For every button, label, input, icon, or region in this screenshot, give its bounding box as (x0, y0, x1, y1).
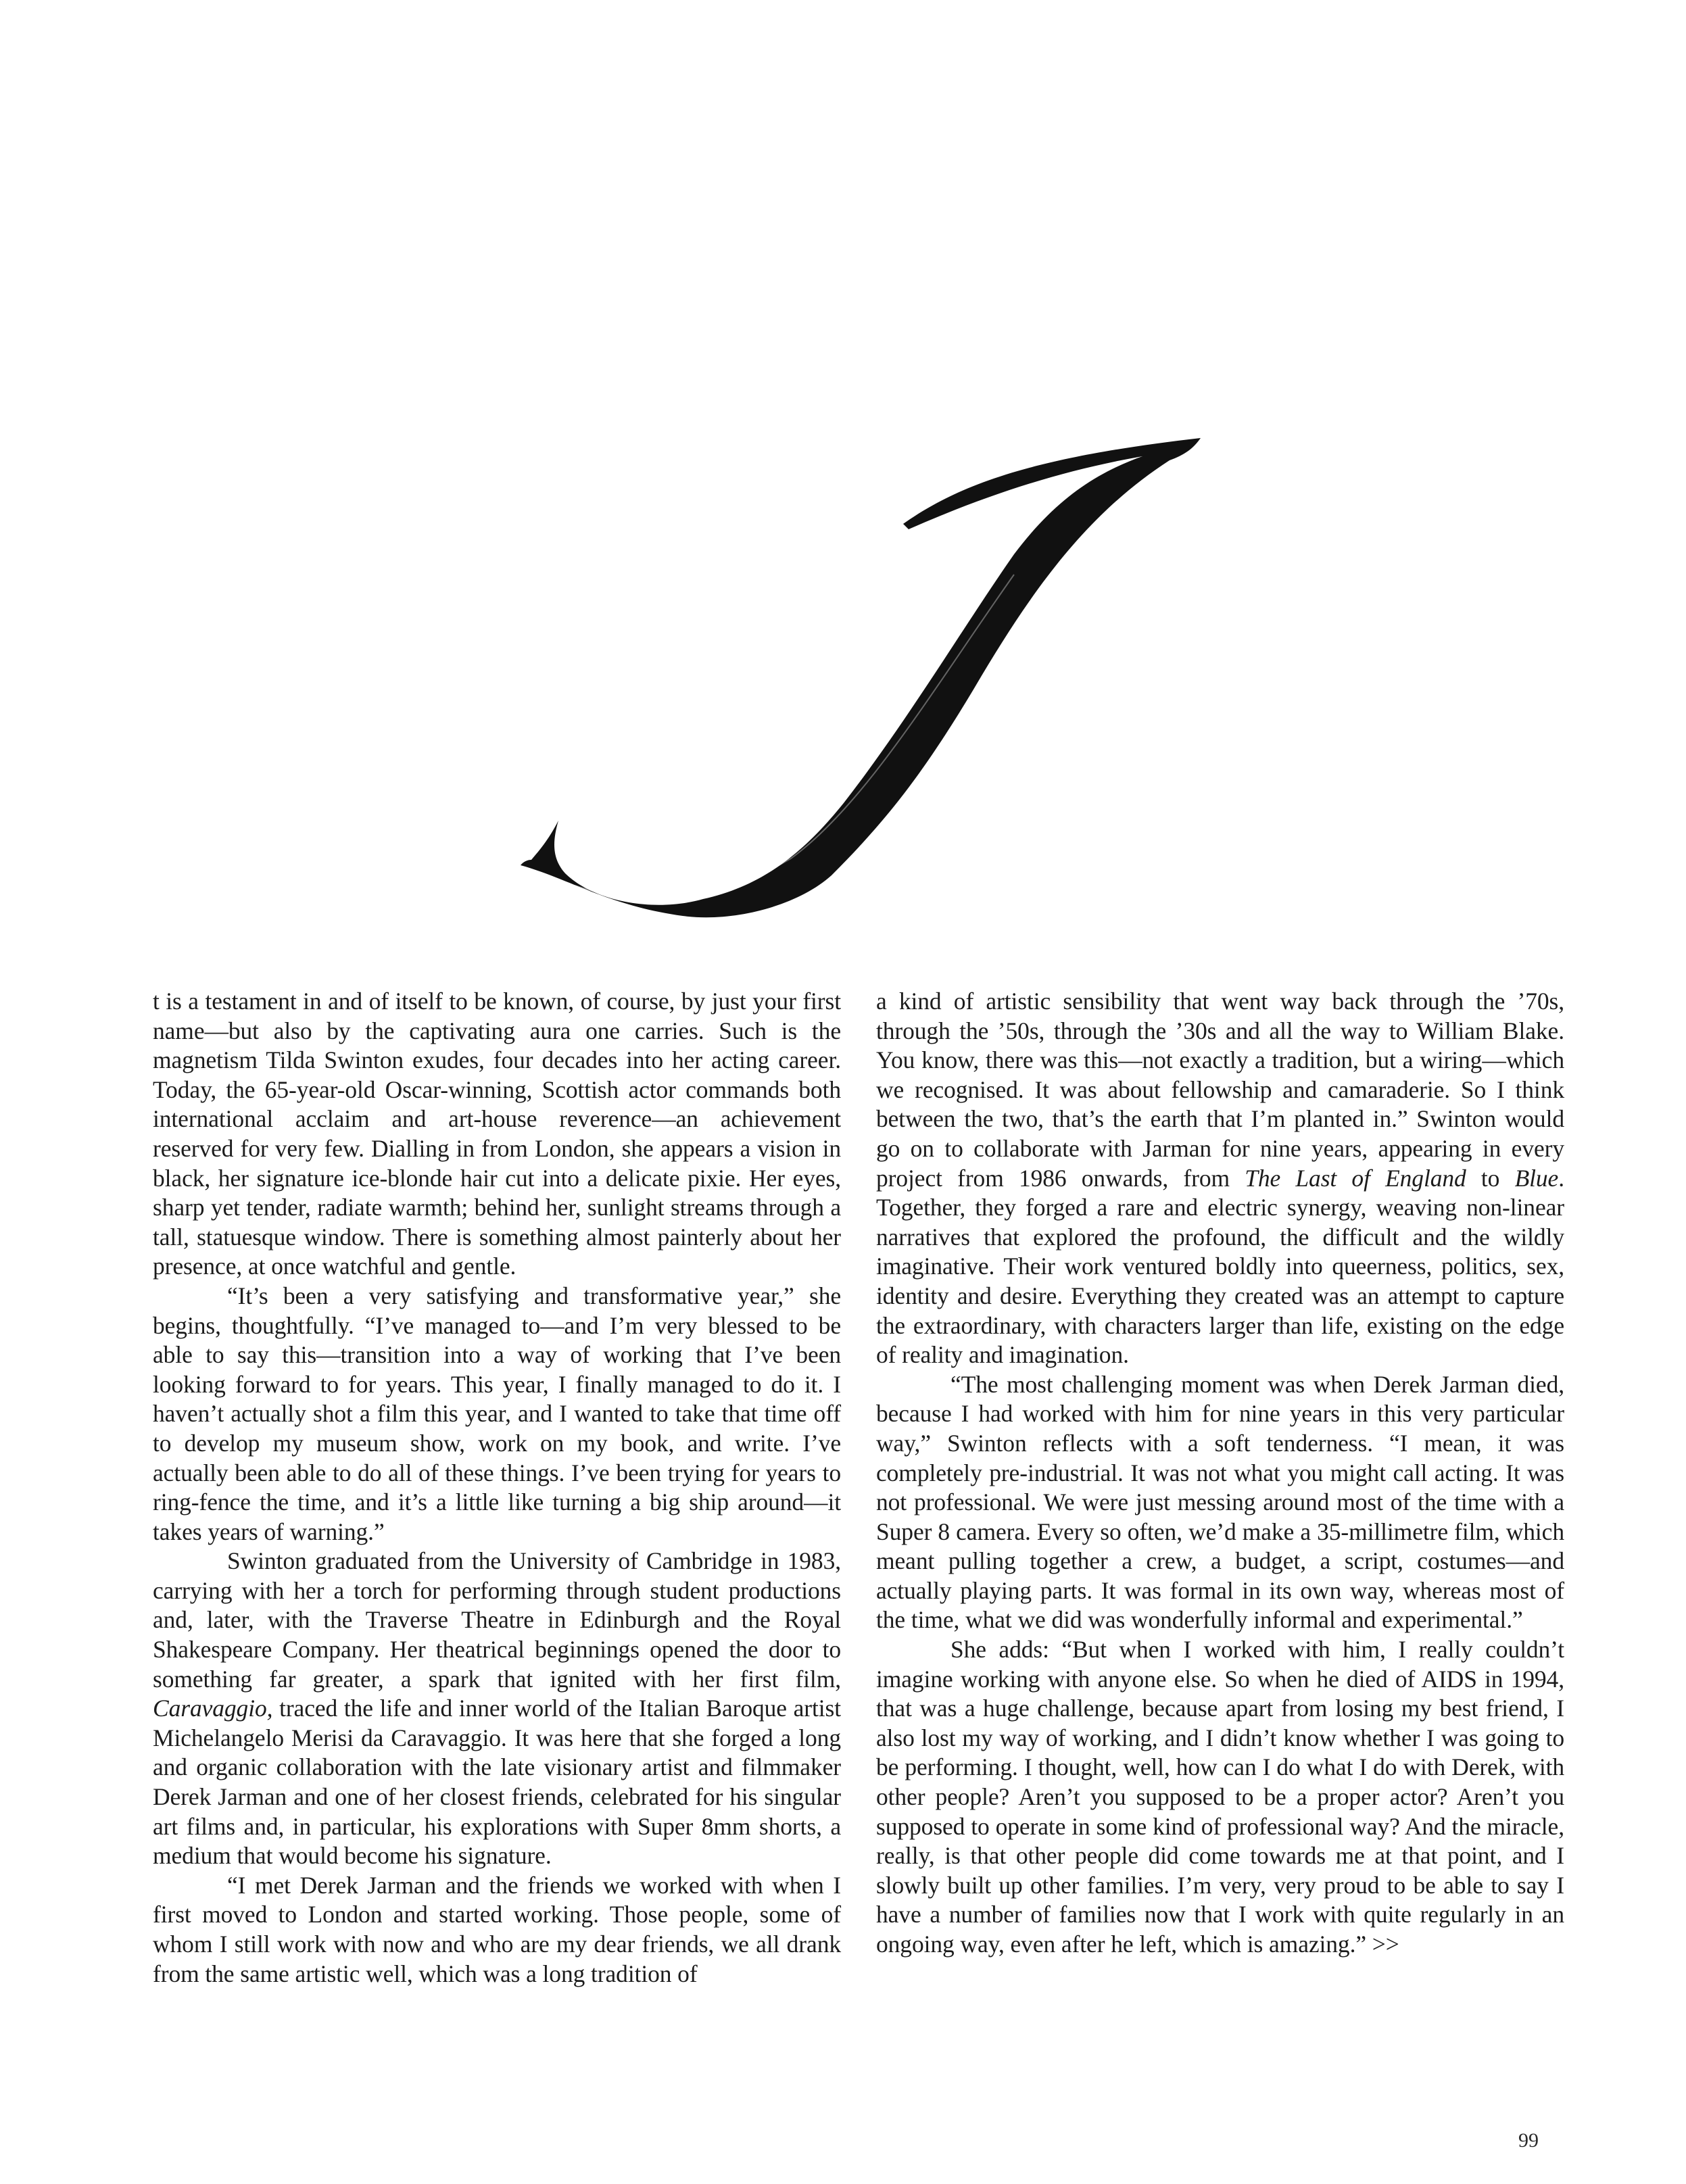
article-paragraph-3-part-1: Swinton graduated from the University of Cambridge in 1983, carrying with her a torch for performing through student productions and, later, with the Traverse Theatre in Edinburgh and the Royal Shakespeare Company. Her theatrical beginnings opened the door to something far greater, a spark that ignited with her first film, (153, 1547, 841, 1693)
article-paragraph-5 (876, 987, 1564, 1370)
drop-cap-stroke (521, 438, 1201, 917)
drop-cap-texture (575, 575, 1014, 898)
film-title-caravaggio: Caravaggio, (153, 1695, 273, 1722)
article-column-left (153, 987, 841, 1989)
article-paragraph-1: t is a testament in and of itself to be known, of course, by just your first name—but also by the captivating aura one carries. Such is the magnetism Tilda Swinton exudes, four decades into her acting career. Today, the 65-year-old Oscar-winning, Scottish actor commands both international acclaim and art-house reverence—an achievement reserved for very few. Dialling in from London, she appears a vision in black, her signature ice-blonde hair cut into a delicate pixie. Her eyes, sharp yet tender, radiate warmth; behind her, sunlight streams through a tall, statuesque window. There is something almost painterly about her presence, at once watchful and gentle. (153, 988, 841, 1280)
article-paragraph-6: “The most challenging moment was when Derek Jarman died, because I had worked with him for nine years in this very particular way,” Swinton reflects with a soft tenderness. “I mean, it was completely pre-industrial. It was not what you might call acting. It was not professional. We were just messing around most of the time with a Super 8 camera. Every so often, we’d make a 35-millimetre film, which meant pulling together a crew, a budget, a script, costumes—and actually playing parts. It was formal in its own way, whereas most of the time, what we did was wonderfully informal and experimental.” (876, 1370, 1564, 1634)
drop-cap-letter-j (500, 419, 1217, 960)
article-paragraph-3 (153, 1547, 841, 1871)
article-paragraph-7: She adds: “But when I worked with him, I really couldn’t imagine working with anyone else. So when he died of AIDS in 1994, that was a huge challenge, because apart from losing my best friend, I also lost my way of working, and I didn’t know whether I was going to be performing. I thought, well, how can I do what I do with Derek, with other people? Aren’t you supposed to be a proper actor? Aren’t you supposed to operate in some kind of professional way? And the miracle, really, is that other people did come towards me at that point, and I slowly built up other families. I’m very, very proud to be able to say I have a number of families now that I work with quite regularly in an ongoing way, even after he left, which is amazing.” >> (876, 1636, 1564, 1958)
film-title-last-of-england: The Last of England (1245, 1164, 1466, 1192)
article-paragraph-5-to: to (1466, 1164, 1515, 1192)
article-paragraph-3-part-2: traced the life and inner world of the Italian Baroque artist Michelangelo Merisi da Caravaggio. It was here that she forged a long and organic collaboration with the late visionary artist and filmmaker Derek Jarman and one of her closest friends, celebrated for his singular art films and, in particular, his explorations with Super 8mm shorts, a medium that would become his signature. (153, 1695, 841, 1870)
film-title-blue: Blue (1514, 1164, 1559, 1192)
article-paragraph-2: “It’s been a very satisfying and transformative year,” she begins, thoughtfully. “I’ve managed to—and I’m very blessed to be able to say this—transition into a way of working that I’ve been looking forward to for years. This year, I finally managed to do it. I haven’t actually shot a film this year, and I wanted to take that time off to develop my museum show, work on my book, and write. I’ve actually been able to do all of these things. I’ve been trying for years to ring-fence the time, and it’s a little like turning a big ship around—it takes years of warning.” (153, 1282, 841, 1545)
article-paragraph-4: “I met Derek Jarman and the friends we worked with when I first moved to London and started working. Those people, some of whom I still work with now and who are my dear friends, we all drank from the same artistic well, which was a long tradition of (153, 1871, 841, 1987)
page-number: 99 (1518, 2129, 1539, 2152)
article-paragraph-5-part-1: a kind of artistic sensibility that went way back through the ’70s, through the ’50s, through the ’30s and all the way to William Blake. You know, there was this—not exactly a tradition, but a wiring—which we recognised. It was about fellowship and camaraderie. So I think between the two, that’s the earth that I’m planted in.” Swinton would go on to collaborate with Jarman for nine years, appearing in every project from 1986 onwards, from (876, 988, 1564, 1192)
article-column-right (876, 987, 1564, 1960)
article-paragraph-5-part-2: . Together, they forged a rare and electric synergy, weaving non-linear narratives that explored the profound, the difficult and the wildly imaginative. Their work ventured boldly into queerness, politics, sex, identity and desire. Everything they created was an attempt to capture the extraordinary, with characters larger than life, existing on the edge of reality and imagination. (876, 1164, 1564, 1369)
